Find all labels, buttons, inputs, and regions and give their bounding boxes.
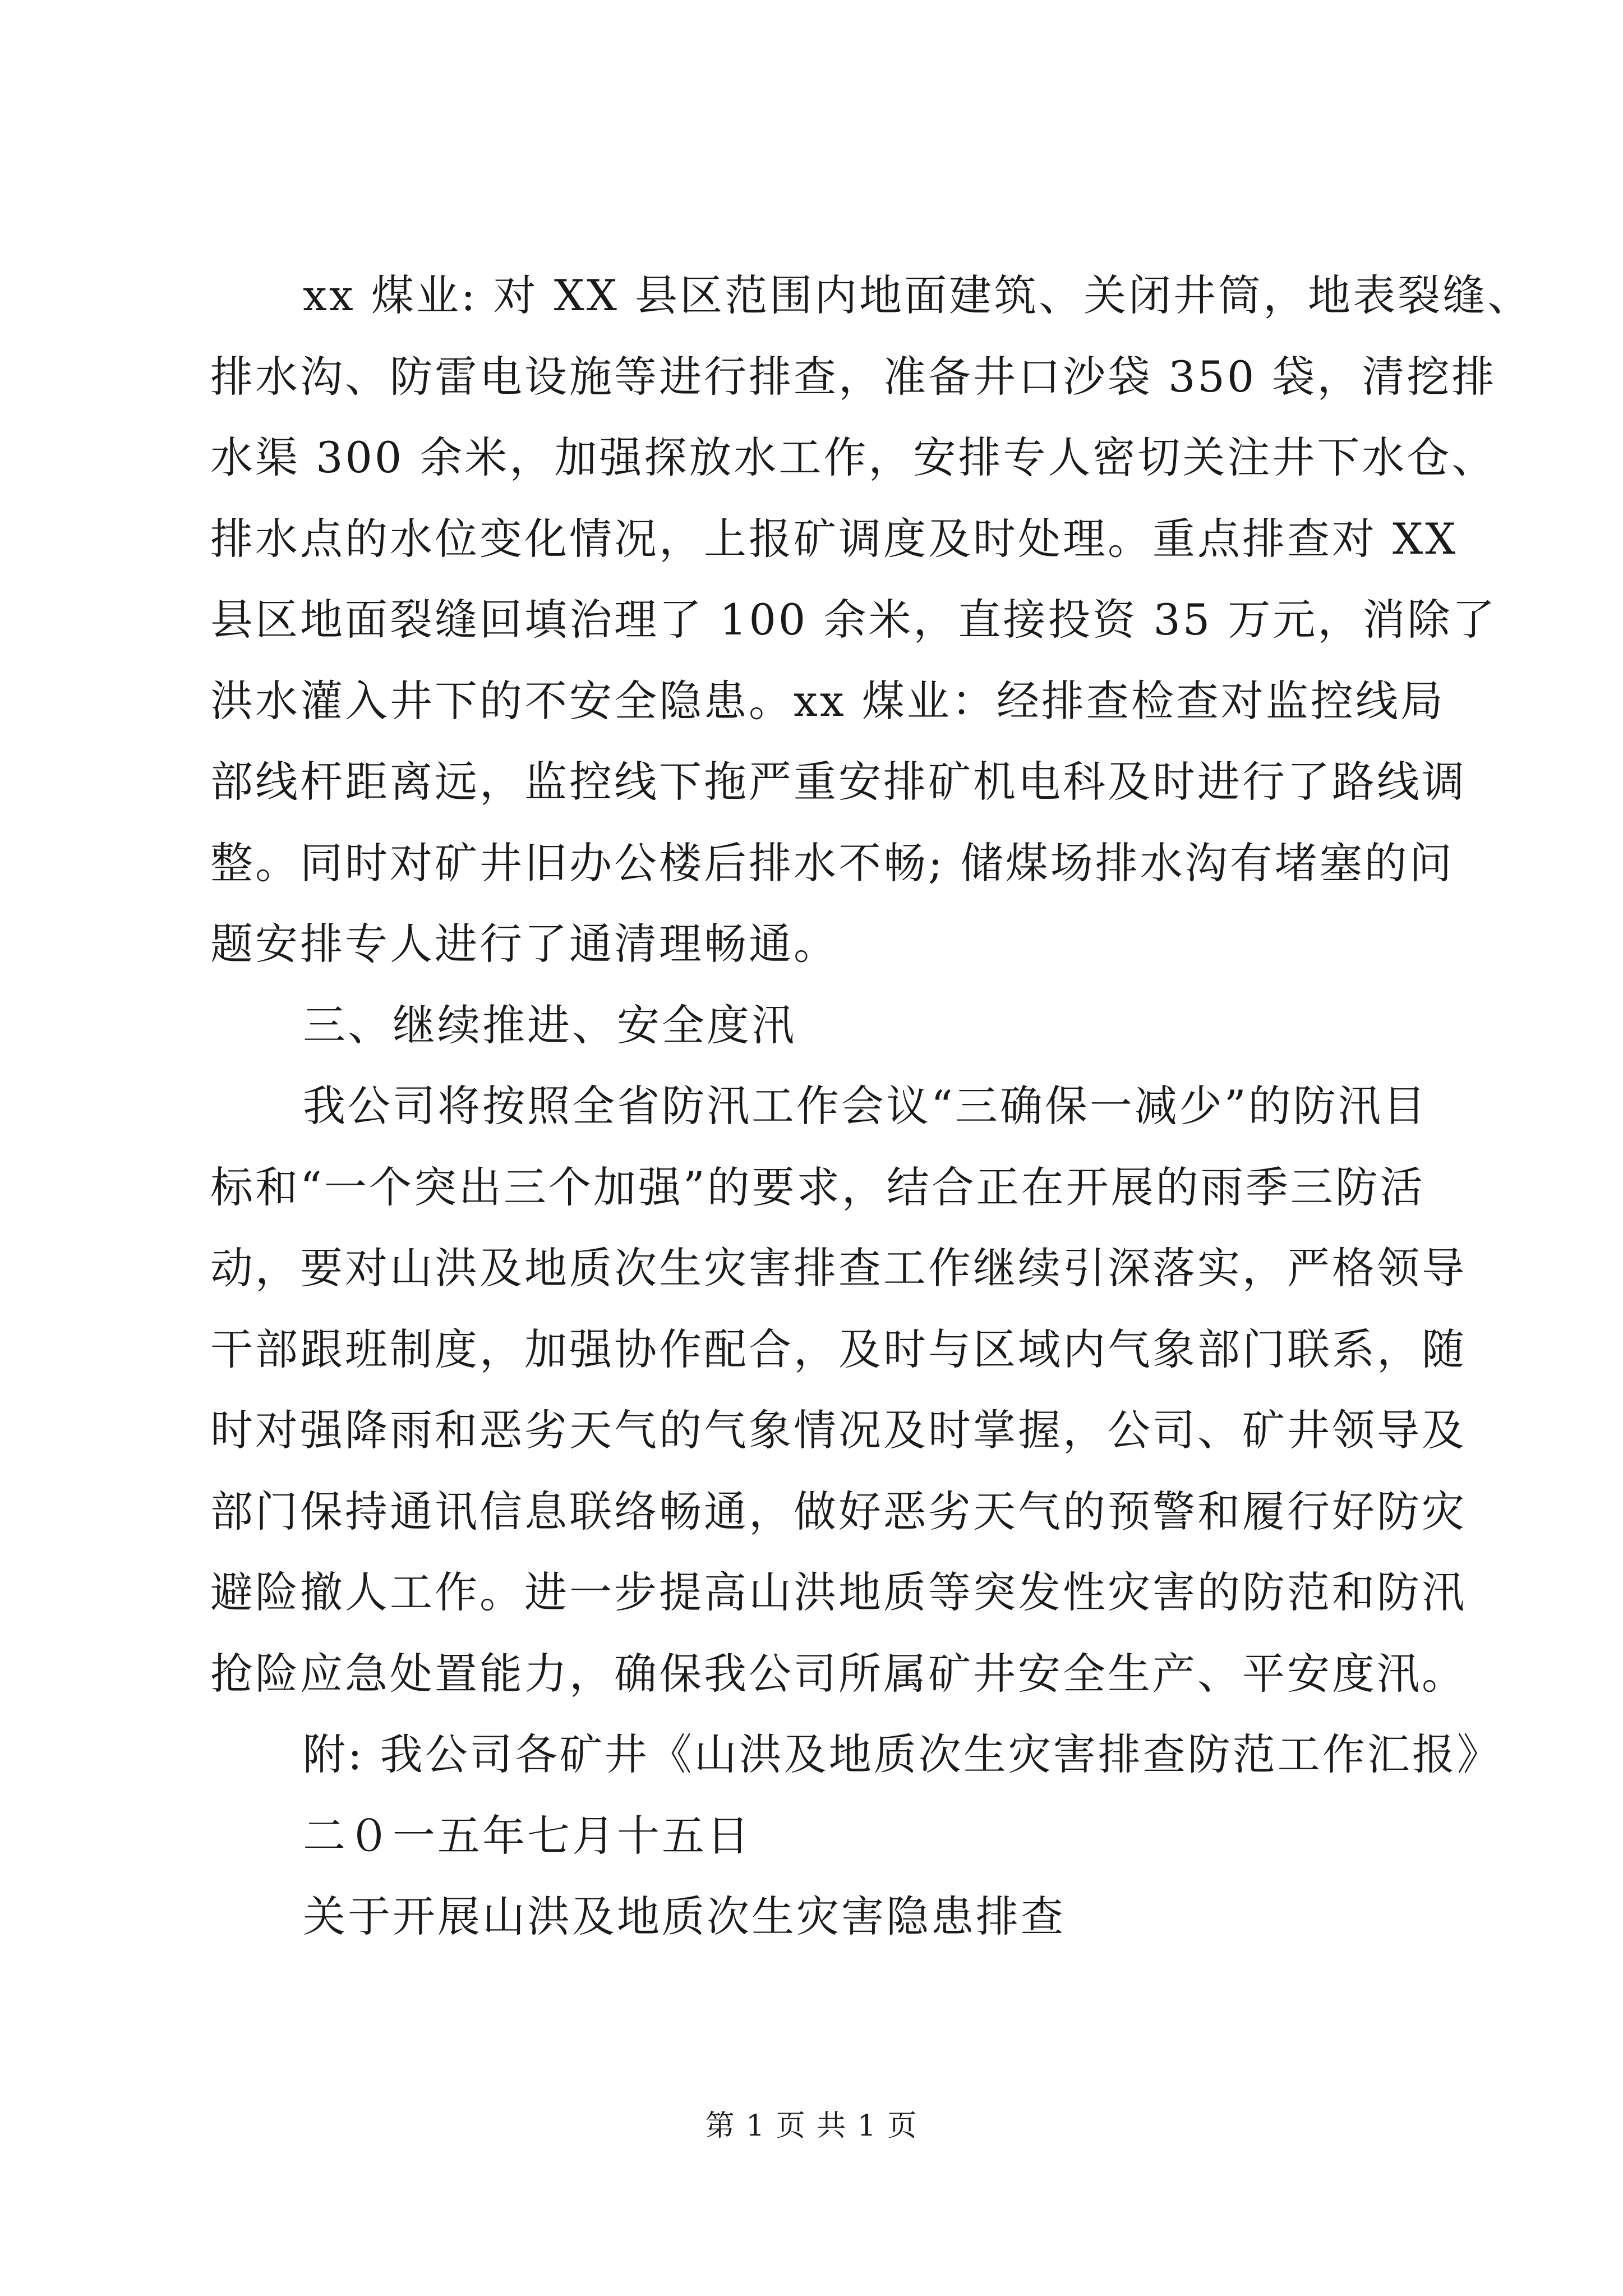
text-line: 排水沟、防雷电设施等进行排查，准备井口沙袋 350 袋，清挖排 [210, 351, 1497, 402]
text-line: 我公司将按照全省防汛工作会议“三确保一减少”的防汛目 [303, 1081, 1428, 1131]
text-line: 部门保持通讯信息联络畅通，做好恶劣天气的预警和履行好防灾 [210, 1486, 1467, 1536]
text-line: 题安排专人进行了通清理畅通。 [210, 919, 838, 969]
text-line: 干部跟班制度，加强协作配合，及时与区域内气象部门联系，随 [210, 1324, 1467, 1374]
text-line: 标和“一个突出三个加强”的要求，结合正在开展的雨季三防活 [210, 1162, 1425, 1212]
text-line: 抢险应急处置能力，确保我公司所属矿井安全生产、平安度汛。 [210, 1648, 1467, 1699]
text-line: 部线杆距离远，监控线下拖严重安排矿机电科及时进行了路线调 [210, 757, 1467, 807]
page-footer: 第 1 页 共 1 页 [705, 2109, 918, 2143]
text-line: 水渠 300 余米，加强探放水工作，安排专人密切关注井下水仓、 [210, 432, 1497, 482]
text-line: 时对强降雨和恶劣天气的气象情况及时掌握，公司、矿井领导及 [210, 1405, 1467, 1455]
text-line: 整。同时对矿井旧办公楼后排水不畅; 储煤场排水沟有堵塞的问 [210, 838, 1454, 888]
text-line: 动，要对山洪及地质次生灾害排查工作继续引深落实，严格领导 [210, 1243, 1467, 1293]
text-line: 县区地面裂缝回填治理了 100 余米，直接投资 35 万元，消除了 [210, 595, 1497, 645]
attachment-note: 附: 我公司各矿井《山洪及地质次生灾害排查防范工作汇报》 [303, 1729, 1502, 1779]
text-line: xx 煤业: 对 XX 县区范围内地面建筑、关闭井筒，地表裂缝、 [303, 270, 1533, 320]
section-heading: 三、继续推进、安全度汛 [303, 1000, 796, 1050]
document-body [210, 255, 1533, 1958]
text-line: 避险撤人工作。进一步提高山洪地质等突发性灾害的防范和防汛 [210, 1567, 1467, 1617]
text-line: 排水点的水位变化情况，上报矿调度及时处理。重点排查对 XX [210, 513, 1458, 564]
document-date: 二０一五年七月十五日 [303, 1810, 751, 1861]
text-line: 洪水灌入井下的不安全隐患。xx 煤业：经排查检查对监控线局 [210, 675, 1445, 726]
next-title: 关于开展山洪及地质次生灾害隐患排查 [303, 1892, 1066, 1941]
